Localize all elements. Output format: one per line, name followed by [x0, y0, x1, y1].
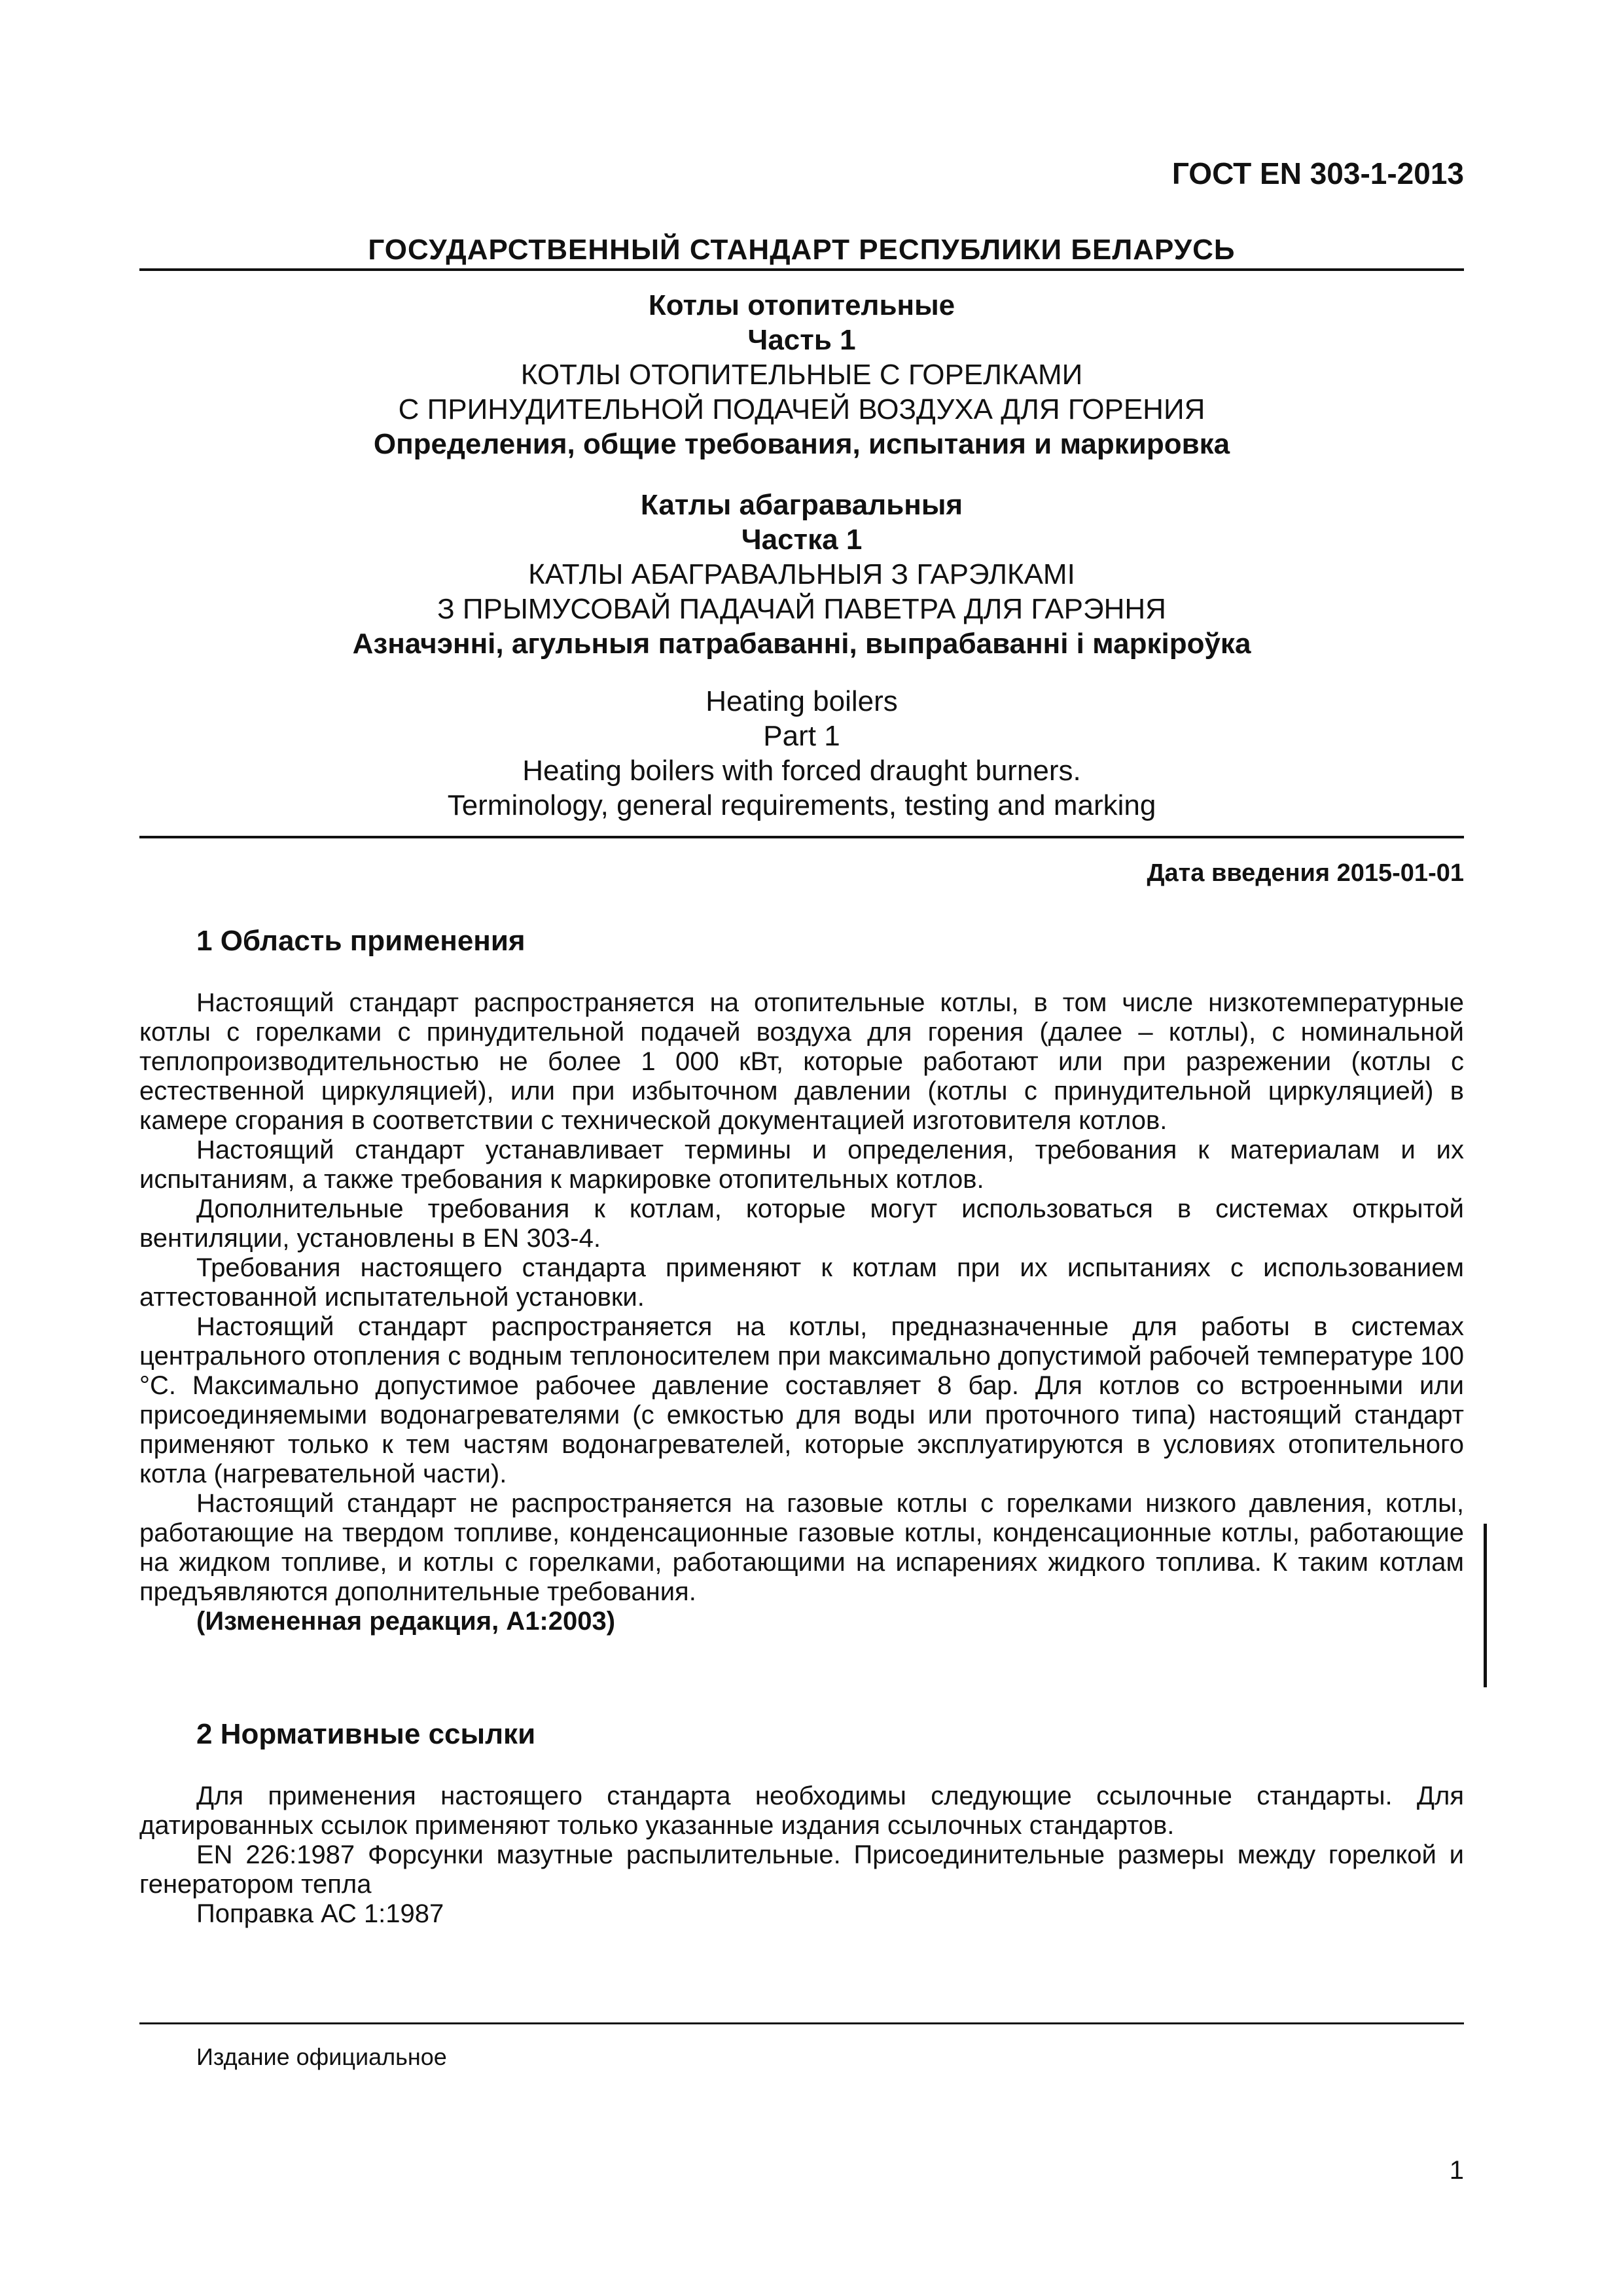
- title-by-line: Частка 1: [741, 524, 863, 556]
- paragraph: Для применения настоящего стандарта необходимы следующие ссылочные стандарты. Для датированных ссылок применяют только указанные издания ссылочных стандартов.: [139, 1782, 1464, 1840]
- title-ru-line: Котлы отопительные: [648, 289, 955, 321]
- footer-rule: [139, 2022, 1464, 2024]
- title-block-ru: [139, 288, 1464, 461]
- section-1-body: [139, 988, 1464, 1636]
- title-by-line: З ПРЫМУСОВАЙ ПАДАЧАЙ ПАВЕТРА ДЛЯ ГАРЭННЯ: [437, 593, 1166, 625]
- title-ru-line: Часть 1: [747, 324, 856, 356]
- title-en-line: Terminology, general requirements, testing and marking: [447, 789, 1156, 821]
- title-en-line: Heating boilers with forced draught burners.: [522, 755, 1081, 787]
- section-heading: 1 Область применения: [196, 925, 526, 957]
- paragraph: Настоящий стандарт не распространяется на газовые котлы с горелками низкого давления, котлы, работающие на твердом топливе, конденсационные газовые котлы, конденсационные котлы, работающие на жидком топливе, и котлы с горелками, работающими на испарениях жидкого топлива. К таким котлам предъявляются дополнительные требования.: [139, 1489, 1464, 1606]
- paragraph: EN 226:1987 Форсунки мазутные распылительные. Присоединительные размеры между горелкой и генератором тепла: [139, 1840, 1464, 1899]
- title-ru-line: КОТЛЫ ОТОПИТЕЛЬНЫЕ С ГОРЕЛКАМИ: [520, 359, 1083, 391]
- paragraph: Требования настоящего стандарта применяют к котлам при их испытаниях с использованием аттестованной испытательной установки.: [139, 1253, 1464, 1312]
- paragraph: Поправка АС 1:1987: [196, 1899, 444, 1928]
- title-by-line: Азначэнні, агульныя патрабаванні, выпрабаванні і маркіроўка: [352, 628, 1251, 660]
- amendment-note: (Измененная редакция, А1:2003): [196, 1607, 616, 1636]
- change-bar: [1484, 1524, 1487, 1687]
- title-rule: [139, 836, 1464, 838]
- title-block-en: [139, 684, 1464, 823]
- section-heading: 2 Нормативные ссылки: [196, 1718, 536, 1750]
- paragraph: Настоящий стандарт распространяется на котлы, предназначенные для работы в системах центрального отопления с водным теплоносителем при максимально допустимой рабочей температуре 100 °С. Максимально допустимое рабочее давление составляет 8 бар. Для котлов со встроенными или присоединяемыми водонагревателями (с емкостью для воды или проточного типа) настоящий стандарт применяют только к тем частям водонагревателей, которые эксплуатируются в условиях отопительного котла (нагревательной части).: [139, 1312, 1464, 1488]
- title-by-line: Катлы абагравальныя: [640, 489, 963, 521]
- title-block-by: [139, 488, 1464, 661]
- title-en-line: Heating boilers: [705, 685, 898, 717]
- section-2-body: [139, 1782, 1464, 1929]
- paragraph: Дополнительные требования к котлам, которые могут использоваться в системах открытой вентиляции, установлены в EN 303-4.: [139, 1194, 1464, 1253]
- document-code: ГОСТ EN 303-1-2013: [1171, 156, 1464, 190]
- title-by-line: КАТЛЫ АБАГРАВАЛЬНЫЯ З ГАРЭЛКАМІ: [528, 558, 1075, 590]
- intro-date: Дата введения 2015-01-01: [1147, 859, 1464, 887]
- header-title: ГОСУДАРСТВЕННЫЙ СТАНДАРТ РЕСПУБЛИКИ БЕЛАРУСЬ: [368, 234, 1236, 266]
- paragraph: Настоящий стандарт устанавливает термины и определения, требования к материалам и их испытаниям, а также требования к маркировке отопительных котлов.: [139, 1136, 1464, 1194]
- title-en-line: Part 1: [763, 720, 840, 752]
- paragraph: Настоящий стандарт распространяется на отопительные котлы, в том числе низкотемпературные котлы с горелками с принудительной подачей воздуха для горения (далее – котлы), с номинальной теплопроизводительностью не более 1 000 кВт, которые работают или при разрежении (котлы с естественной циркуляцией), или при избыточном давлении (котлы с принудительной циркуляцией) в камере сгорания в соответствии с технической документацией изготовителя котлов.: [139, 988, 1464, 1135]
- header-rule: [139, 268, 1464, 271]
- title-ru-line: Определения, общие требования, испытания и маркировка: [373, 428, 1230, 460]
- footer-note: Издание официальное: [196, 2043, 447, 2070]
- page-number: 1: [1449, 2156, 1464, 2185]
- title-ru-line: С ПРИНУДИТЕЛЬНОЙ ПОДАЧЕЙ ВОЗДУХА ДЛЯ ГОРЕНИЯ: [398, 393, 1205, 425]
